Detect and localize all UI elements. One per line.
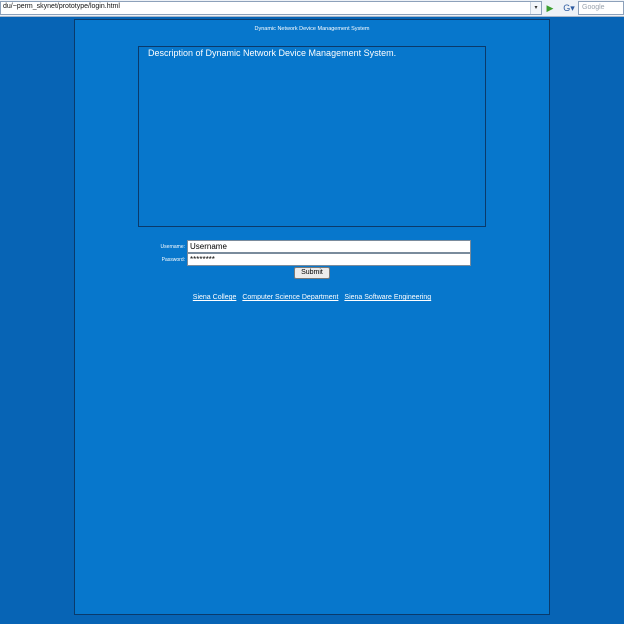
footer-links: [75, 294, 549, 301]
browser-toolbar: [0, 0, 624, 17]
go-arrow-icon[interactable]: ▶: [546, 3, 554, 13]
search-input[interactable]: [578, 1, 624, 15]
link-siena-college[interactable]: Siena College: [192, 294, 237, 301]
password-label: Password:: [161, 257, 185, 263]
description-text: Description of Dynamic Network Device Management System.: [148, 48, 397, 58]
search-engine-icon[interactable]: G▾: [563, 3, 575, 13]
submit-button[interactable]: Submit: [294, 267, 330, 279]
link-computer-science-department[interactable]: Computer Science Department: [242, 294, 339, 301]
content-panel: [74, 19, 550, 615]
address-bar[interactable]: [0, 1, 542, 15]
page-title: Dynamic Network Device Management System: [254, 26, 370, 32]
address-url[interactable]: du/~perm_skynet/prototype/login.html: [3, 3, 120, 10]
link-siena-software-engineering[interactable]: Siena Software Engineering: [344, 294, 432, 301]
chevron-down-icon[interactable]: ▾: [530, 2, 541, 14]
username-label: Username:: [160, 244, 185, 250]
username-field[interactable]: Username: [187, 240, 471, 253]
search-placeholder: Google: [582, 4, 605, 11]
description-box: [138, 46, 486, 227]
password-field[interactable]: ********: [187, 253, 471, 266]
